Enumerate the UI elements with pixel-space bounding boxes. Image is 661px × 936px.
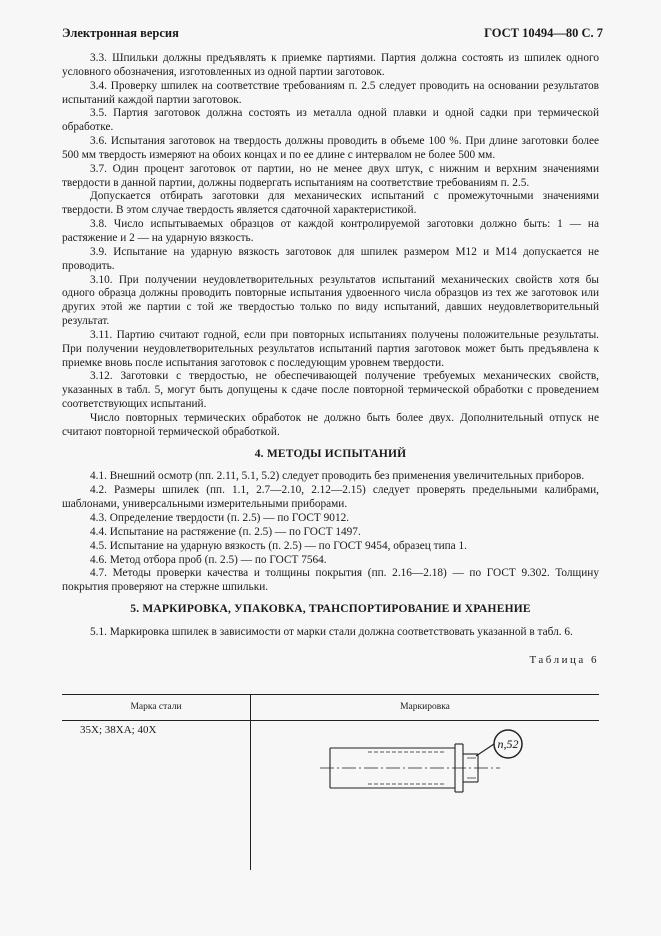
marking-leader-line — [476, 744, 494, 756]
paragraph-3-12-note: Число повторных термических обработок не должно быть более двух. Дополнительный отпуск не считают повторной термической обработкой. — [62, 411, 599, 438]
paragraph-3-6: 3.6. Испытания заготовок на твердость должны проводить в объеме 100 %. При длине заготовки более 500 мм твердость измеряют на обоих концах и по ее длине с интервалом не более 500 мм. — [62, 135, 599, 161]
section-4-title: 4. МЕТОДЫ ИСПЫТАНИЙ — [254, 447, 407, 460]
paragraph-3-9: 3.9. Испытание на ударную вязкость заготовок для шпилек размером М12 и М14 допускается не проводить. — [62, 245, 599, 272]
table-header-marking: Маркировка — [400, 702, 450, 712]
paragraph-4-7: 4.7. Методы проверки качества и толщины покрытия (пп. 2.16—2.18) — по ГОСТ 9.302. Толщину покрытия проверяют на стержне шпильки. — [62, 567, 599, 594]
header-edition-label: Электронная версия — [62, 26, 179, 40]
paragraph-4-6: 4.6. Метод отбора проб (п. 2.5) — по ГОСТ 7564. — [90, 553, 327, 566]
paragraph-4-2: 4.2. Размеры шпилек (пп. 1.1, 2.7—2.10, 2.12—2.15) следует проверять предельными калибрами, шаблонами, универсальными измерительными приборами. — [62, 484, 599, 511]
marking-label: n,52 — [497, 737, 519, 751]
document-body — [62, 52, 599, 668]
paragraph-3-8: 3.8. Число испытываемых образцов от каждой контролируемой заготовки должно быть: 1 — на растяжение и 2 — на ударную вязкость. — [62, 218, 599, 244]
paragraph-3-11: 3.11. Партию считают годной, если при повторных испытаниях получены положительные результаты. При получении неудовлетворительных результатов испытаний партия заготовок может быть предъявлена к приемке вновь после испытания заготовок с последующим уровнем твердости. — [62, 328, 599, 369]
paragraph-3-3: 3.3. Шпильки должны предъявлять к приемке партиями. Партия должна состоять из шпилек одного условного обозначения, изготовленных из одной партии заготовок. — [62, 52, 599, 78]
paragraph-4-1: 4.1. Внешний осмотр (пп. 2.11, 5.1, 5.2) следует проводить без применения увеличительных приборов. — [90, 470, 585, 483]
paragraph-3-7: 3.7. Один процент заготовок от партии, но не менее двух штук, с нижним и верхним значениями твердости в данной партии, должны подвергать испытаниям на соответствие требованиям п. 2.5. — [62, 162, 599, 189]
paragraph-4-5: 4.5. Испытание на ударную вязкость (п. 2.5) — по ГОСТ 9454, образец типа 1. — [90, 539, 467, 552]
table-header-steel-grade: Марка стали — [130, 702, 182, 712]
table-caption: Таблица 6 — [529, 653, 599, 666]
paragraph-5-1: 5.1. Маркировка шпилек в зависимости от марки стали должна соответствовать указанной в табл. 6. — [90, 625, 573, 638]
stud-marking-drawing — [320, 728, 550, 798]
section-5-title: 5. МАРКИРОВКА, УПАКОВКА, ТРАНСПОРТИРОВАНИЕ И ХРАНЕНИЕ — [130, 603, 531, 616]
paragraphs-section-3 — [62, 52, 599, 440]
table-column-divider — [250, 695, 251, 870]
table-header-divider — [62, 720, 599, 721]
paragraph-3-12: 3.12. Заготовки с твердостью, не обеспечивающей получение требуемых механических свойств, указанных в табл. 5, могут быть допущены к сдаче после повторной термической обработки с проведением соответствующих испытаний. — [62, 370, 599, 411]
paragraphs-section-4 — [62, 470, 599, 595]
paragraph-3-7-note: Допускается отбирать заготовки для механических испытаний с промежуточными значениями твердости. В этом случае твердость является сдаточной характеристикой. — [62, 190, 599, 217]
paragraph-3-4: 3.4. Проверку шпилек на соответствие требованиям п. 2.5 следует проводить на основании результатов испытаний каждой партии заготовок. — [62, 79, 599, 106]
paragraph-4-4: 4.4. Испытание на растяжение (п. 2.5) — по ГОСТ 1497. — [90, 525, 361, 538]
paragraph-3-10: 3.10. При получении неудовлетворительных результатов испытаний механических свойств хотя бы одного образца должны проводить повторные испытания удвоенного числа образцов из тех же заготовок или других этой же партии с той же твердостью только по виду испытаний, давших неудовлетворительный результат. — [62, 273, 599, 328]
table-cell-steel-grades: 35Х; 38ХА; 40Х — [80, 724, 157, 736]
paragraph-3-5: 3.5. Партия заготовок должна состоять из металла одной плавки и одной садки при термической обработке. — [62, 107, 599, 134]
header-standard-page: ГОСТ 10494—80 С. 7 — [484, 26, 603, 40]
paragraphs-section-5 — [62, 626, 599, 640]
paragraph-4-3: 4.3. Определение твердости (п. 2.5) — по ГОСТ 9012. — [90, 512, 350, 524]
